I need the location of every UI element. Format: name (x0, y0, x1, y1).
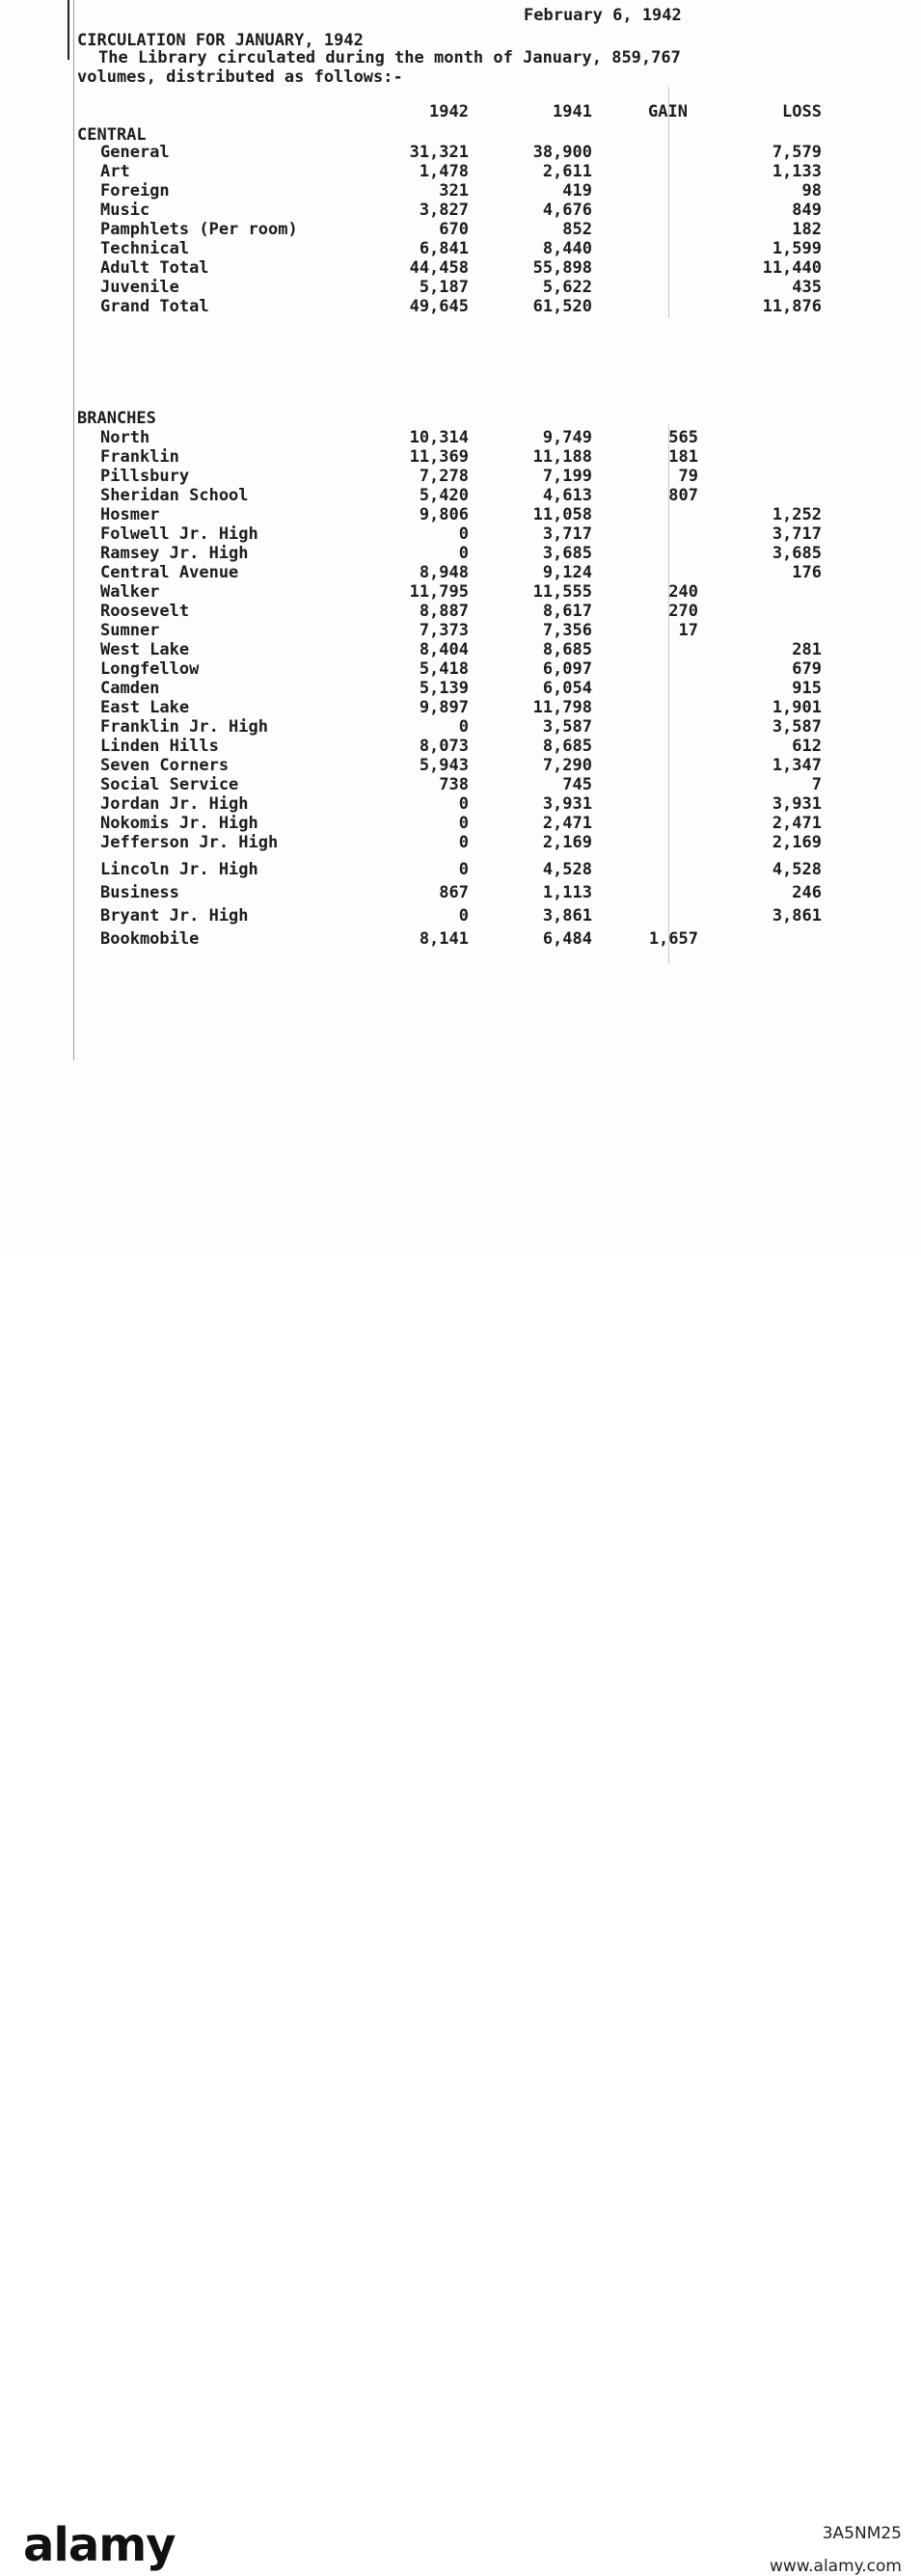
row-name: Ramsey Jr. High (100, 544, 249, 563)
row-1942: 0 (458, 717, 469, 737)
row-loss: 2,169 (772, 833, 822, 852)
row-1941: 7,199 (542, 467, 592, 486)
row-loss: 182 (792, 220, 822, 239)
row-gain: 807 (668, 486, 698, 505)
row-1941: 11,555 (532, 582, 592, 602)
row-1942: 6,841 (419, 239, 469, 258)
row-1941: 3,685 (542, 544, 592, 563)
row-1941: 6,054 (542, 679, 592, 698)
row-name: Pamphlets (Per room) (100, 220, 298, 239)
row-1942: 670 (439, 220, 469, 239)
image-id: 3A5NM25 (822, 2524, 902, 2543)
row-1942: 10,314 (409, 428, 469, 447)
row-1941: 55,898 (532, 258, 592, 278)
row-loss: 1,133 (772, 162, 822, 181)
gain-column-rule-central (668, 87, 669, 318)
row-name: Foreign (100, 181, 170, 201)
row-1941: 3,931 (542, 794, 592, 814)
row-name: Business (100, 883, 179, 902)
row-1941: 6,097 (542, 659, 592, 679)
row-name: Longfellow (100, 659, 200, 679)
row-1942: 321 (439, 181, 469, 201)
row-1941: 9,749 (542, 428, 592, 447)
column-header-1941: 1941 (553, 102, 592, 121)
column-header-loss: LOSS (782, 102, 822, 121)
column-header-1942: 1942 (429, 102, 469, 121)
row-1942: 1,478 (419, 162, 469, 181)
row-1942: 8,948 (419, 563, 469, 582)
row-gain: 79 (678, 467, 698, 486)
row-1941: 9,124 (542, 563, 592, 582)
margin-rule (73, 0, 74, 1060)
row-1941: 3,717 (542, 524, 592, 544)
row-name: Jefferson Jr. High (100, 833, 279, 852)
intro-line-2: volumes, distributed as follows:- (77, 67, 403, 87)
row-loss: 849 (792, 201, 822, 220)
row-1942: 5,943 (419, 756, 469, 775)
row-loss: 2,471 (772, 814, 822, 833)
row-loss: 246 (792, 883, 822, 902)
row-loss: 915 (792, 679, 822, 698)
row-gain: 1,657 (648, 929, 698, 949)
row-1942: 7,373 (419, 621, 469, 640)
row-loss: 281 (792, 640, 822, 659)
row-name: Linden Hills (100, 737, 219, 756)
row-1941: 8,440 (542, 239, 592, 258)
row-1941: 2,611 (542, 162, 592, 181)
row-1942: 11,795 (409, 582, 469, 602)
row-1942: 0 (458, 833, 469, 852)
row-loss: 4,528 (772, 860, 822, 879)
document-title: CIRCULATION FOR JANUARY, 1942 (77, 31, 364, 50)
row-name: North (100, 428, 150, 447)
row-1942: 0 (458, 906, 469, 926)
row-name: Grand Total (100, 297, 209, 316)
row-1941: 8,685 (542, 737, 592, 756)
row-1941: 1,113 (542, 883, 592, 902)
row-loss: 3,717 (772, 524, 822, 544)
row-1941: 38,900 (532, 143, 592, 162)
row-1941: 4,613 (542, 486, 592, 505)
row-name: Lincoln Jr. High (100, 860, 258, 879)
row-1941: 11,798 (532, 698, 592, 717)
row-1942: 0 (458, 814, 469, 833)
row-1941: 2,471 (542, 814, 592, 833)
row-name: Camden (100, 679, 160, 698)
row-loss: 11,440 (762, 258, 822, 278)
row-1942: 44,458 (409, 258, 469, 278)
row-name: Hosmer (100, 505, 160, 524)
row-loss: 3,587 (772, 717, 822, 737)
row-loss: 3,685 (772, 544, 822, 563)
row-loss: 3,861 (772, 906, 822, 926)
row-gain: 240 (668, 582, 698, 602)
row-name: Sumner (100, 621, 160, 640)
row-name: Bryant Jr. High (100, 906, 249, 926)
row-loss: 98 (801, 181, 822, 201)
row-1941: 8,685 (542, 640, 592, 659)
row-1941: 7,290 (542, 756, 592, 775)
row-loss: 1,347 (772, 756, 822, 775)
watermark-footer (0, 1253, 921, 2576)
row-1941: 745 (562, 775, 592, 794)
row-name: Bookmobile (100, 929, 200, 949)
site-url: www.alamy.com (769, 2557, 902, 2576)
row-1942: 5,418 (419, 659, 469, 679)
row-loss: 3,931 (772, 794, 822, 814)
row-name: Franklin Jr. High (100, 717, 268, 737)
row-name: Central Avenue (100, 563, 239, 582)
row-1942: 9,897 (419, 698, 469, 717)
row-name: Sheridan School (100, 486, 249, 505)
row-1942: 0 (458, 524, 469, 544)
row-1942: 0 (458, 794, 469, 814)
row-1942: 11,369 (409, 447, 469, 467)
row-name: Franklin (100, 447, 179, 467)
central-heading: CENTRAL (77, 125, 147, 145)
row-loss: 612 (792, 737, 822, 756)
row-1942: 9,806 (419, 505, 469, 524)
row-loss: 7 (811, 775, 822, 794)
row-1942: 8,404 (419, 640, 469, 659)
row-name: General (100, 143, 170, 162)
row-loss: 176 (792, 563, 822, 582)
row-gain: 181 (668, 447, 698, 467)
row-1942: 5,139 (419, 679, 469, 698)
row-loss: 679 (792, 659, 822, 679)
row-1942: 8,073 (419, 737, 469, 756)
row-1941: 3,587 (542, 717, 592, 737)
document-date: February 6, 1942 (524, 6, 682, 25)
row-gain: 17 (678, 621, 698, 640)
row-name: East Lake (100, 698, 190, 717)
row-1942: 3,827 (419, 201, 469, 220)
row-1942: 867 (439, 883, 469, 902)
intro-line-1: The Library circulated during the month of January, 859,767 (98, 48, 681, 67)
row-1941: 8,617 (542, 602, 592, 621)
row-loss: 435 (792, 278, 822, 297)
row-1941: 7,356 (542, 621, 592, 640)
row-1941: 5,622 (542, 278, 592, 297)
row-name: Walker (100, 582, 160, 602)
row-1941: 61,520 (532, 297, 592, 316)
row-1941: 4,676 (542, 201, 592, 220)
row-1942: 31,321 (409, 143, 469, 162)
margin-rule-top (68, 0, 69, 60)
row-1942: 5,187 (419, 278, 469, 297)
row-loss: 1,599 (772, 239, 822, 258)
row-1942: 8,887 (419, 602, 469, 621)
row-loss: 7,579 (772, 143, 822, 162)
row-name: Seven Corners (100, 756, 230, 775)
row-name: Adult Total (100, 258, 209, 278)
row-1942: 0 (458, 860, 469, 879)
row-1942: 0 (458, 544, 469, 563)
row-1941: 852 (562, 220, 592, 239)
row-loss: 1,901 (772, 698, 822, 717)
row-1941: 6,484 (542, 929, 592, 949)
row-1941: 11,188 (532, 447, 592, 467)
row-name: Juvenile (100, 278, 179, 297)
row-1941: 3,861 (542, 906, 592, 926)
row-gain: 565 (668, 428, 698, 447)
row-name: Art (100, 162, 130, 181)
document-page (0, 0, 921, 1253)
row-name: Music (100, 201, 150, 220)
row-loss: 1,252 (772, 505, 822, 524)
row-name: Pillsbury (100, 467, 190, 486)
row-gain: 270 (668, 602, 698, 621)
row-1941: 2,169 (542, 833, 592, 852)
row-loss: 11,876 (762, 297, 822, 316)
row-name: Nokomis Jr. High (100, 814, 258, 833)
row-name: Social Service (100, 775, 239, 794)
row-1942: 738 (439, 775, 469, 794)
column-header-gain: GAIN (648, 102, 688, 121)
row-1942: 49,645 (409, 297, 469, 316)
row-1942: 8,141 (419, 929, 469, 949)
row-1941: 4,528 (542, 860, 592, 879)
row-1942: 7,278 (419, 467, 469, 486)
row-1941: 419 (562, 181, 592, 201)
row-name: Jordan Jr. High (100, 794, 249, 814)
row-1942: 5,420 (419, 486, 469, 505)
row-name: Folwell Jr. High (100, 524, 258, 544)
row-1941: 11,058 (532, 505, 592, 524)
alamy-logo: alamy (23, 2518, 176, 2572)
gain-column-rule-branches (668, 424, 669, 964)
branches-heading: BRANCHES (77, 409, 156, 428)
row-name: Technical (100, 239, 190, 258)
row-name: Roosevelt (100, 602, 190, 621)
row-name: West Lake (100, 640, 190, 659)
